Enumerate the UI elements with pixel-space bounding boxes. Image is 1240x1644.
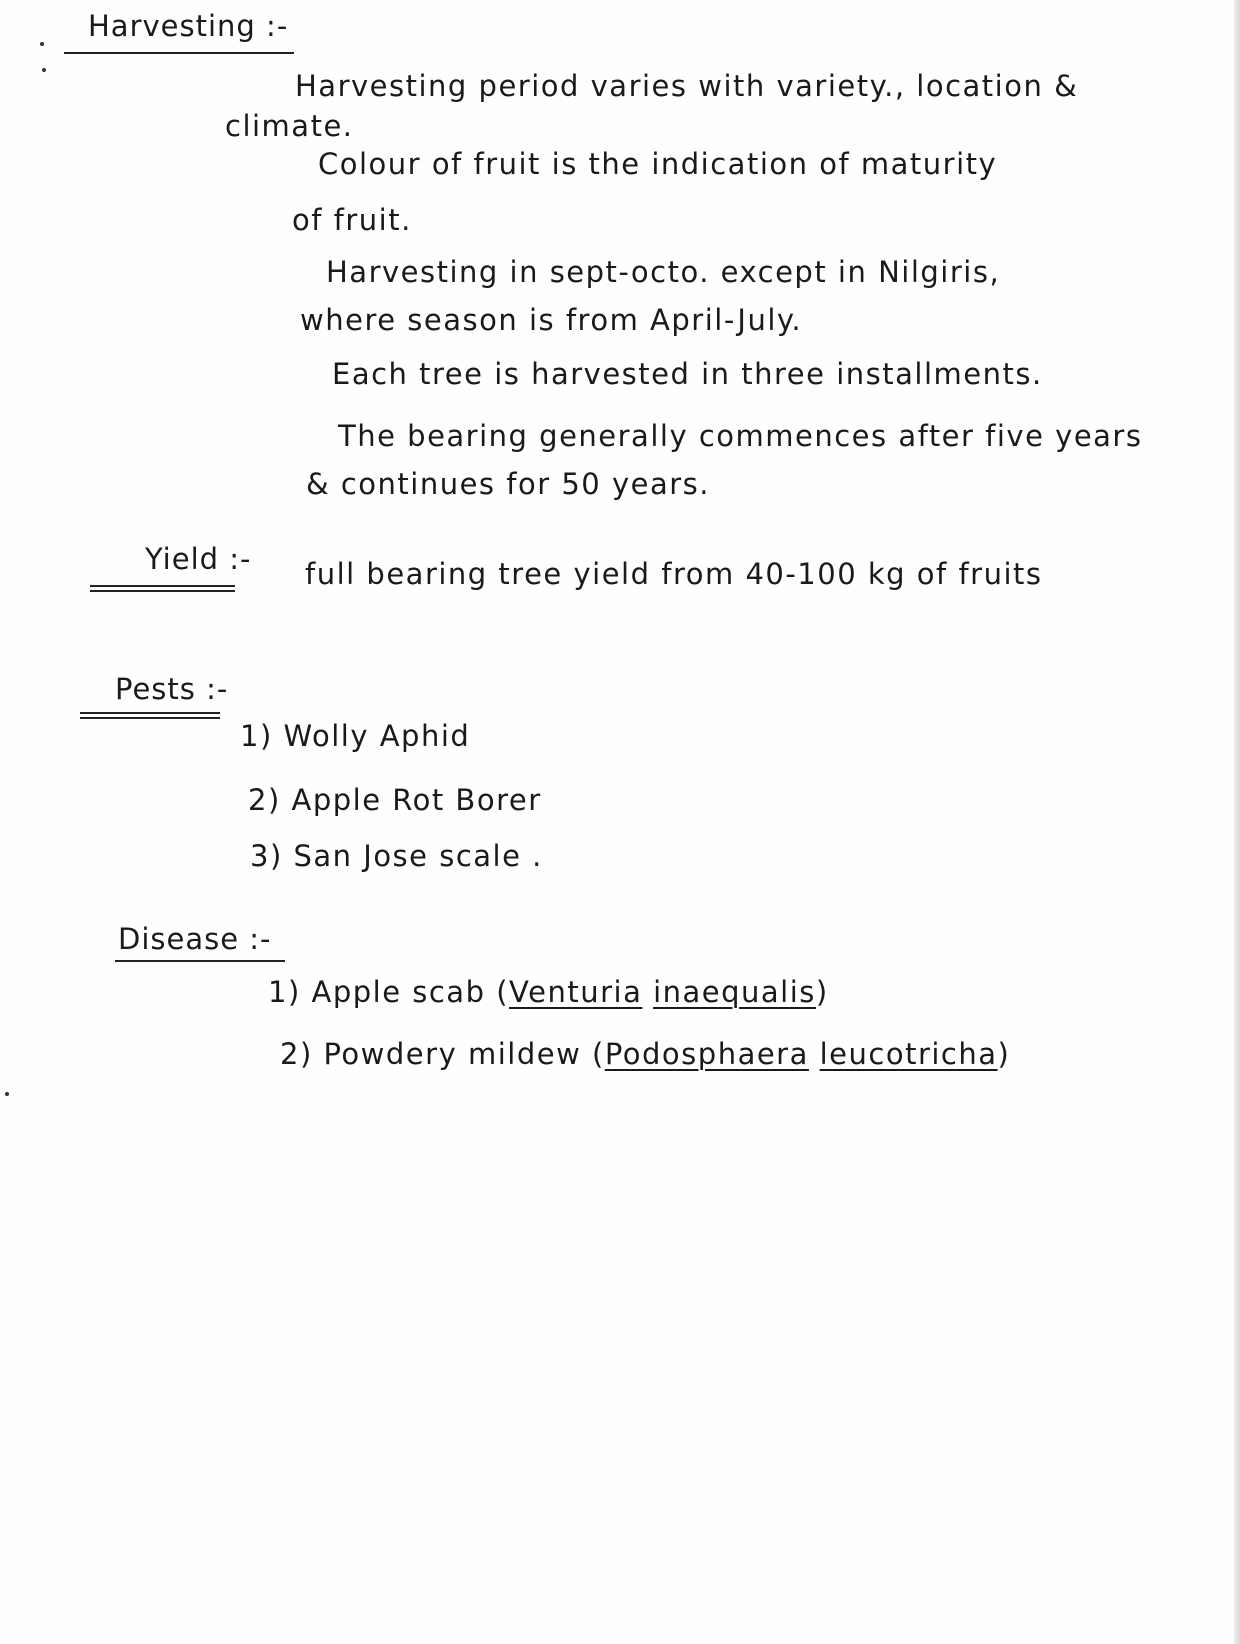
- scientific-name-species: leucotricha: [819, 1037, 998, 1071]
- scientific-name-genus: Venturia: [509, 975, 643, 1009]
- margin-dot: [5, 1092, 9, 1096]
- disease-item: [268, 975, 829, 1009]
- disease-item-prefix: 2) Powdery mildew (: [280, 1037, 605, 1071]
- pest-item: 1) Wolly Aphid: [240, 719, 471, 753]
- pests-heading: Pests :-: [115, 672, 229, 706]
- yield-text: full bearing tree yield from 40-100 kg of fruits: [305, 557, 1043, 591]
- disease-item: [280, 1037, 1011, 1071]
- harvesting-line-7: Each tree is harvested in three installments.: [332, 357, 1043, 391]
- disease-item-suffix: ): [815, 975, 829, 1009]
- disease-item-suffix: ): [997, 1037, 1011, 1071]
- harvesting-heading-underline: [64, 52, 294, 54]
- pest-item: 2) Apple Rot Borer: [248, 783, 542, 817]
- harvesting-line-5: Harvesting in sept-octo. except in Nilgiris,: [326, 255, 1001, 289]
- harvesting-line-6: where season is from April-July.: [300, 303, 803, 337]
- margin-dot: [40, 42, 44, 46]
- harvesting-line-4: of fruit.: [292, 203, 412, 237]
- yield-heading: Yield :-: [145, 542, 252, 576]
- yield-heading-underline: [90, 585, 235, 592]
- harvesting-line-9: & continues for 50 years.: [306, 467, 710, 501]
- disease-heading-underline: [115, 960, 285, 962]
- scientific-name-genus: Podosphaera: [604, 1037, 809, 1071]
- margin-dot: [42, 68, 46, 72]
- pest-item: 3) San Jose scale .: [250, 839, 543, 873]
- harvesting-line-3: Colour of fruit is the indication of maturity: [318, 147, 998, 181]
- harvesting-line-2: climate.: [225, 109, 354, 143]
- scientific-name-species: inaequalis: [653, 975, 816, 1009]
- disease-heading: Disease :-: [118, 922, 272, 956]
- page-edge-shadow: [1234, 0, 1240, 1644]
- disease-item-prefix: 1) Apple scab (: [268, 975, 510, 1009]
- harvesting-heading: Harvesting :-: [88, 9, 289, 43]
- pests-heading-underline: [80, 712, 220, 719]
- harvesting-line-1: Harvesting period varies with variety., location &: [295, 69, 1079, 103]
- harvesting-line-8: The bearing generally commences after five years: [338, 419, 1143, 453]
